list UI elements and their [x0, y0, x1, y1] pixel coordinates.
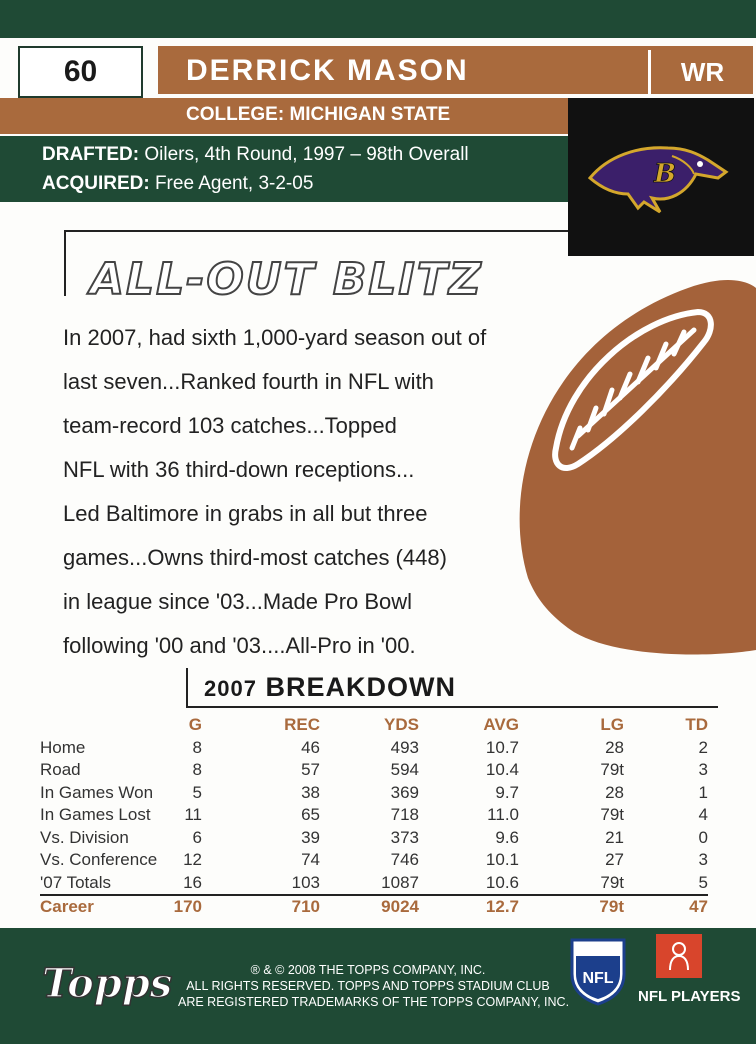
bio-line: team-record 103 catches...Topped [63, 413, 397, 438]
breakdown-year: 2007 [204, 676, 257, 701]
legal-line: ® & © 2008 THE TOPPS COMPANY, INC. [250, 963, 486, 977]
cell: 5 [624, 872, 708, 896]
acquired-value: Free Agent, 3-2-05 [149, 173, 314, 194]
cell: 3 [698, 850, 708, 870]
cell: 6 [192, 827, 202, 847]
cell: 4 [698, 805, 708, 825]
cell: 21 [605, 827, 624, 847]
cell: 5 [192, 782, 202, 802]
bio-line: last seven...Ranked fourth in NFL with [63, 369, 434, 394]
acquired-label: ACQUIRED: [42, 173, 150, 194]
bio-line: following '00 and '03....All-Pro in '00. [63, 633, 416, 658]
cell: 0 [698, 827, 708, 847]
table-row [40, 804, 708, 827]
cell: 10.6 [419, 872, 519, 896]
bio-line: In 2007, had sixth 1,000-yard season out of [63, 325, 487, 350]
cell: 11.0 [487, 805, 519, 825]
breakdown-label: BREAKDOWN [265, 672, 456, 702]
breakdown-title [204, 672, 456, 703]
cell: 79t [599, 897, 624, 917]
cell: 710 [291, 897, 320, 917]
feature-title: ALL-OUT BLITZ [90, 254, 483, 305]
table-row [40, 782, 708, 805]
table-row [40, 759, 708, 782]
cell: 10.1 [485, 850, 519, 870]
cell: 74 [301, 850, 320, 870]
breakdown-bracket-bottom [186, 706, 718, 708]
feature-bracket-side [64, 230, 66, 296]
table-row [40, 737, 708, 760]
feature-bracket-top [64, 230, 568, 232]
cell: 46 [301, 737, 320, 757]
legal-line: ALL RIGHTS RESERVED. TOPPS AND TOPPS STADIUM CLUB [186, 979, 550, 993]
cell: 28 [605, 737, 624, 757]
cell: 594 [390, 760, 419, 780]
cell: 79t [600, 760, 624, 780]
cell: 8 [192, 760, 202, 780]
header-cell: G [188, 715, 202, 735]
legal-text [178, 962, 570, 1010]
stats-table [40, 714, 708, 919]
cell: 8 [192, 737, 202, 757]
player-position: WR [648, 50, 754, 94]
table-row [40, 849, 708, 872]
cell: 38 [301, 782, 320, 802]
cell: 11 [184, 805, 202, 825]
nfl-shield-text: NFL [582, 970, 614, 987]
cell: 9.7 [495, 782, 519, 802]
cell: 39 [301, 827, 320, 847]
top-band [0, 0, 756, 38]
college-text: COLLEGE: MICHIGAN STATE [186, 104, 451, 125]
header-cell: LG [600, 715, 624, 735]
cell: 170 [173, 897, 202, 917]
row-label: In Games Lost [40, 805, 151, 825]
bio-text [63, 316, 583, 668]
row-label: Career [40, 897, 94, 917]
cell: 79t [600, 805, 624, 825]
cell: 12 [183, 850, 202, 870]
row-label: Vs. Division [40, 827, 129, 847]
cell: 2 [698, 737, 708, 757]
bio-line: Led Baltimore in grabs in all but three [63, 501, 428, 526]
drafted-line [42, 144, 469, 166]
career-row [40, 895, 708, 919]
cell: 103 [202, 872, 320, 896]
cell: 10.7 [485, 737, 519, 757]
cell: 47 [689, 897, 708, 917]
bio-line: games...Owns third-most catches (448) [63, 545, 447, 570]
nfl-players-logo-icon [656, 934, 702, 978]
cell: 28 [605, 782, 624, 802]
cell: 9.6 [495, 827, 519, 847]
cell: 369 [390, 782, 419, 802]
drafted-label: DRAFTED: [42, 144, 140, 165]
ravens-logo-icon [568, 98, 754, 256]
header-cell [40, 714, 168, 737]
cell: 373 [390, 827, 419, 847]
header-cell: REC [284, 715, 320, 735]
card-number: 60 [18, 46, 143, 98]
bio-line: in league since '03...Made Pro Bowl [63, 589, 413, 614]
cell: 27 [605, 850, 624, 870]
header-cell: YDS [384, 715, 419, 735]
cell: 1 [698, 782, 708, 802]
cell: 9024 [381, 897, 419, 917]
cell: 16 [168, 872, 202, 896]
drafted-value: Oilers, 4th Round, 1997 – 98th Overall [139, 144, 469, 165]
row-label: Road [40, 760, 81, 780]
header-cell: TD [685, 715, 708, 735]
cell: 493 [390, 737, 419, 757]
cell: 10.4 [485, 760, 519, 780]
cell: 57 [301, 760, 320, 780]
cell: 3 [698, 760, 708, 780]
cell: 65 [301, 805, 320, 825]
nfl-shield-icon [568, 934, 628, 1006]
row-label: '07 Totals [40, 872, 168, 896]
cell: 12.7 [485, 897, 519, 917]
cell: 746 [390, 850, 419, 870]
stats-header-row [40, 714, 708, 737]
cell: 1087 [320, 872, 419, 896]
row-label: In Games Won [40, 782, 154, 802]
legal-line: ARE REGISTERED TRADEMARKS OF THE TOPPS COMPANY, INC. [178, 995, 570, 1009]
row-label: Home [40, 737, 86, 757]
table-row [40, 827, 708, 850]
nfl-players-text: NFL PLAYERS [638, 988, 741, 1005]
cell: 79t [519, 872, 624, 896]
bio-line: NFL with 36 third-down receptions... [63, 457, 415, 482]
table-row [40, 872, 708, 896]
breakdown-bracket-side [186, 668, 188, 708]
row-label: Vs. Conference [40, 850, 158, 870]
cell: 718 [390, 805, 419, 825]
player-name: DERRICK MASON [186, 54, 469, 87]
header-cell: AVG [483, 715, 519, 735]
svg-text:B: B [654, 159, 676, 189]
acquired-line [42, 173, 313, 195]
topps-logo: Topps [42, 960, 173, 1007]
